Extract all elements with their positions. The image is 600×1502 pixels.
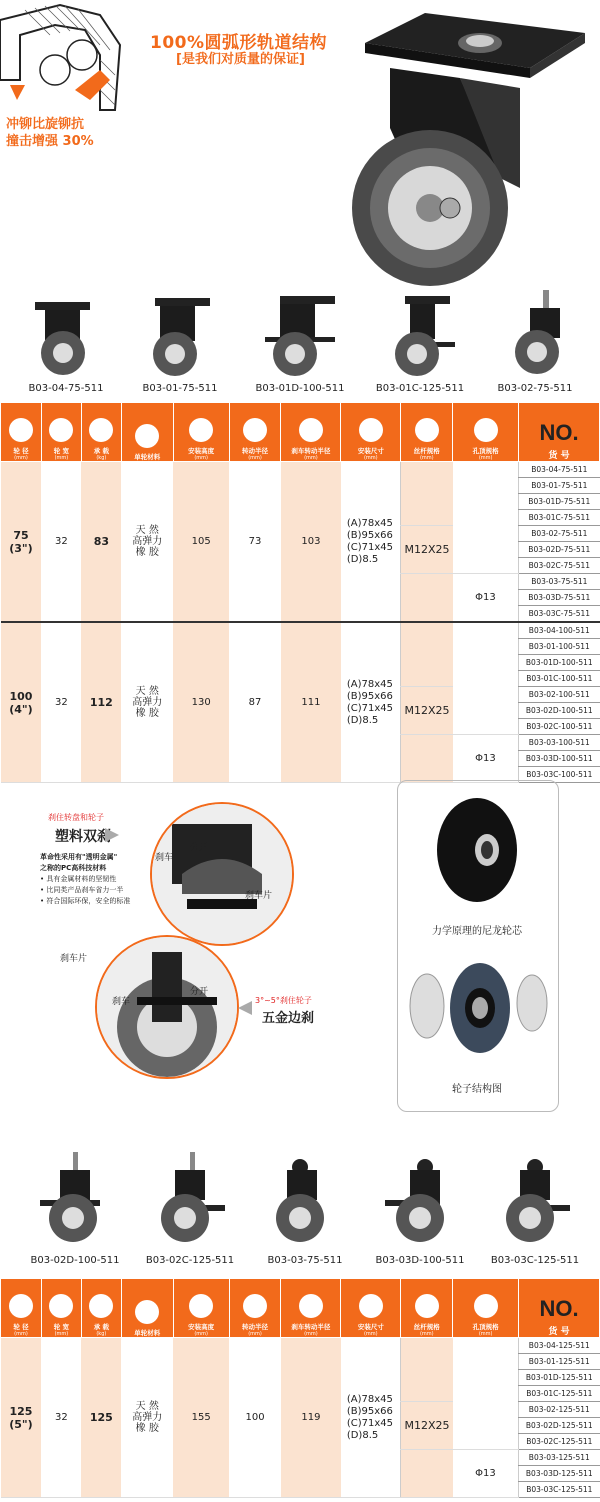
col-material: 单轮材料 [121,1279,173,1338]
item-no: B03-03-100-511 [519,735,600,751]
nylon-core-image [432,795,522,905]
cell-install-height: 105 [173,462,229,623]
model-label: B03-04-75-511 [28,383,104,394]
model-label: B03-02D-100-511 [30,1255,120,1266]
model-label: B03-02-75-511 [497,383,573,394]
spec-table-1 [0,402,600,783]
cell-mount: (A)78x45 (B)95x66 (C)71x45 (D)8.5 [341,622,401,783]
cell-thread: M12X25 [401,687,453,735]
item-no: B03-02D-125-511 [519,1418,600,1434]
item-no: B03-01D-75-511 [519,494,600,510]
item-no: B03-04-125-511 [519,1338,600,1354]
cell-size: 75 (3") [1,462,42,623]
col-hole-spec: 孔顶规格 (mm) [453,403,519,462]
item-no: B03-03D-75-511 [519,590,600,606]
cell-brake-radius: 111 [281,622,341,783]
arrow-right-icon [105,828,119,842]
caster-thumb [140,294,220,378]
item-no: B03-01-125-511 [519,1354,600,1370]
cell-hole-empty [453,1338,519,1450]
model-label: B03-03D-100-511 [375,1255,465,1266]
item-no: B03-01C-75-511 [519,510,600,526]
model-label: B03-01C-125-511 [375,383,465,394]
col-wheel-dia: 轮 径 (mm) [1,1279,42,1338]
caster-thumb [150,1150,230,1245]
caster-thumb [495,1155,575,1245]
col-item-no: NO. 货 号 [519,1279,600,1338]
cell-thread: M12X25 [401,526,453,574]
cell-material: 天 然 高弹力 橡 胶 [121,462,173,623]
col-thread-spec: 丝杆规格 (mm) [401,403,453,462]
item-no: B03-02C-75-511 [519,558,600,574]
col-wheel-width: 轮 宽 (mm) [41,403,81,462]
col-mount-size: 安装尺寸 (mm) [341,403,401,462]
hero-caster-image [330,8,600,298]
brake-detail-bottom [95,935,239,1079]
item-no: B03-03C-100-511 [519,767,600,783]
brake-label-brake: 刹车 [155,853,174,863]
item-no: B03-01D-125-511 [519,1370,600,1386]
cell-mount: (A)78x45 (B)95x66 (C)71x45 (D)8.5 [341,462,401,623]
cell-width: 32 [41,622,81,783]
col-wheel-dia: 轮 径 (mm) [1,403,42,462]
cell-thread-empty [401,574,453,623]
caster-thumb [380,1155,460,1245]
caster-thumb [505,288,575,378]
spec-table-2 [0,1278,600,1498]
cell-install-height: 155 [173,1338,229,1498]
cell-load: 112 [81,622,121,783]
cell-width: 32 [41,1338,81,1498]
caster-thumb [25,298,105,378]
cell-install-height: 130 [173,622,229,783]
model-label: B03-01D-100-511 [255,383,345,394]
brake-detail-top [150,802,294,946]
cell-hole: Φ13 [453,735,519,783]
col-material: 单轮材料 [121,403,173,462]
col-turn-radius: 转动半径 (mm) [229,403,281,462]
item-no: B03-02C-125-511 [519,1434,600,1450]
cell-thread-empty [401,462,453,526]
col-hole-spec: 孔顶规格 (mm) [453,1279,519,1338]
item-no: B03-01-100-511 [519,639,600,655]
col-wheel-width: 轮 宽 (mm) [41,1279,81,1338]
caster-thumb [265,1155,345,1245]
model-label: B03-03-75-511 [267,1255,343,1266]
cell-load: 83 [81,462,121,623]
item-no: B03-02D-75-511 [519,542,600,558]
item-no: B03-03-75-511 [519,574,600,590]
model-label: B03-01-75-511 [142,383,218,394]
item-no: B03-01C-125-511 [519,1386,600,1402]
item-no: B03-04-100-511 [519,622,600,639]
col-install-height: 安装高度 (mm) [173,1279,229,1338]
header-title: 100%圆弧形轨道结构 [150,33,328,53]
item-no: B03-01-75-511 [519,478,600,494]
cell-size: 125 (5") [1,1338,42,1498]
item-no: B03-03C-75-511 [519,606,600,623]
cell-thread-empty [401,1338,453,1402]
wheel-structure-caption: 轮子结构图 [452,1084,502,1095]
cell-thread-empty [401,622,453,687]
item-no: B03-03C-125-511 [519,1482,600,1498]
cell-size: 100 (4") [1,622,42,783]
model-label: B03-03C-125-511 [490,1255,580,1266]
col-item-no: NO. 货 号 [519,403,600,462]
header-note: 冲铆比旋铆抗 撞击增强 30% [6,117,94,149]
col-install-height: 安装高度 (mm) [173,403,229,462]
cell-material: 天 然 高弹力 橡 胶 [121,1338,173,1498]
cell-brake-radius: 103 [281,462,341,623]
item-no: B03-03D-100-511 [519,751,600,767]
model-label: B03-02C-125-511 [145,1255,235,1266]
cell-material: 天 然 高弹力 橡 胶 [121,622,173,783]
cell-hole: Φ13 [453,574,519,623]
brake-label-open: 分开 [190,843,209,853]
item-no: B03-03-125-511 [519,1450,600,1466]
cell-turn-radius: 73 [229,462,281,623]
brake-label-open: 分开 [190,987,209,997]
cell-thread-empty [401,735,453,783]
wheel-exploded-image [405,958,555,1058]
item-no: B03-02-100-511 [519,687,600,703]
cell-width: 32 [41,462,81,623]
item-no: B03-03D-125-511 [519,1466,600,1482]
col-thread-spec: 丝杆规格 (mm) [401,1279,453,1338]
col-turn-radius: 转动半径 (mm) [229,1279,281,1338]
col-load: 承 载 (kg) [81,403,121,462]
item-no: B03-02D-100-511 [519,703,600,719]
brake-pad-label: 刹车片 [245,891,273,901]
item-no: B03-04-75-511 [519,462,600,478]
cell-turn-radius: 87 [229,622,281,783]
brake-desc: 革命性采用有"透明金属" 之称的PC高科技材料 • 具有金属材料的坚韧性 • 比同类产品刹车省力一半 • 符合国际环保，安全的标准 [40,853,131,905]
cell-thread: M12X25 [401,1402,453,1450]
brake-top-small: 刹住转盘和轮子 [48,813,104,822]
header-subtitle: [是我们对质量的保证] [176,52,305,67]
cell-hole-empty [453,462,519,574]
rail-structure-diagram [0,0,145,120]
col-brake-radius: 刹车转动半径 (mm) [281,1279,341,1338]
cell-thread-empty [401,1450,453,1498]
cell-brake-radius: 119 [281,1338,341,1498]
item-no: B03-01D-100-511 [519,655,600,671]
cell-hole: Φ13 [453,1450,519,1498]
col-brake-radius: 刹车转动半径 (mm) [281,403,341,462]
item-no: B03-01C-100-511 [519,671,600,687]
arrow-left-icon [238,1001,252,1015]
cell-load: 125 [81,1338,121,1498]
caster-thumb [35,1150,115,1245]
col-mount-size: 安装尺寸 (mm) [341,1279,401,1338]
cell-mount: (A)78x45 (B)95x66 (C)71x45 (D)8.5 [341,1338,401,1498]
brake-label-brake: 刹车 [112,997,131,1007]
item-no: B03-02-125-511 [519,1402,600,1418]
item-no: B03-02-75-511 [519,526,600,542]
col-load: 承 载 (kg) [81,1279,121,1338]
brake-bottom-title: 五金边刹 [262,1011,315,1026]
caster-thumb [385,292,465,378]
brake-bottom-small: 3°~5°刹住轮子 [255,996,312,1005]
item-no: B03-02C-100-511 [519,719,600,735]
cell-turn-radius: 100 [229,1338,281,1498]
cell-hole-empty [453,622,519,735]
nylon-core-caption: 力学原理的尼龙轮芯 [432,926,522,937]
brake-pad-label: 刹车片 [60,954,88,964]
brake-top-title: 塑料双刹 [55,829,111,845]
caster-thumb [255,292,345,378]
